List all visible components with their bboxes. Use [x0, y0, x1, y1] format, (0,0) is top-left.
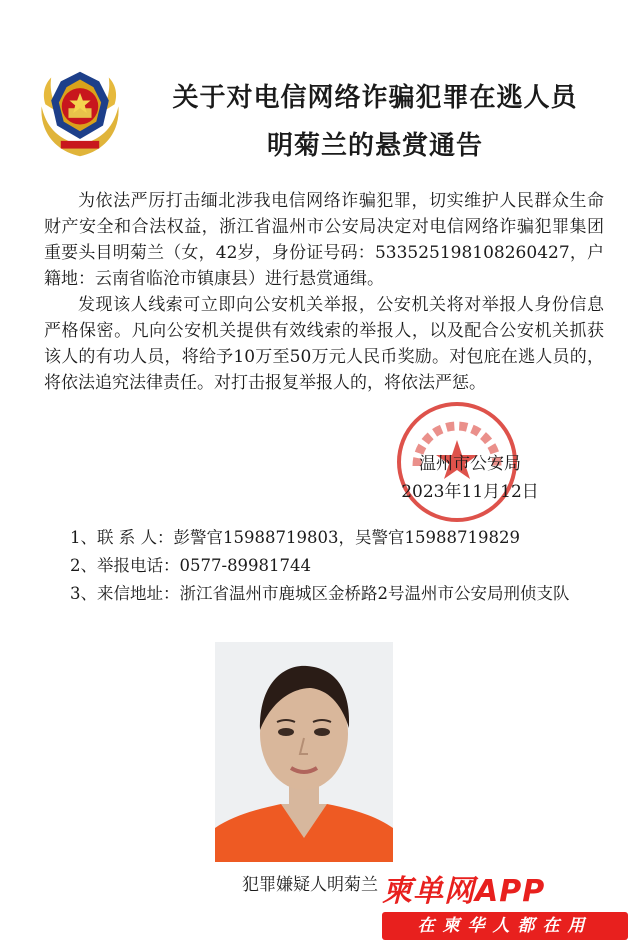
contact-person-line: 1、联 系 人：彭警官15988719803，吴警官15988719829: [70, 528, 520, 547]
notice-paragraph-1: 为依法严厉打击缅北涉我电信网络诈骗犯罪，切实维护人民群众生命财产安全和合法权益，浙江省温州市公安局决定对电信网络诈骗犯罪集团重要头目明菊兰（女，42岁，身份证号码：533525198108260427，户籍地：云南省临沧市镇康县）进行悬赏通缉。: [44, 191, 604, 289]
issuer-name: 温州市公安局: [419, 454, 521, 474]
notice-title: [140, 74, 610, 170]
mailing-address-line: 3、来信地址：浙江省温州市鹿城区金桥路2号温州市公安局刑侦支队: [70, 584, 570, 603]
notice-paragraph-2: 发现该人线索可立即向公安机关举报，公安机关将对举报人身份信息严格保密。凡向公安机关提供有效线索的举报人，以及配合公安机关抓获该人的有功人员，将给予10万至50万元人民币奖励。对包庇在逃人员的，将依法追究法律责任。对打击报复举报人的，将依法严惩。: [44, 295, 604, 393]
app-watermark-logo: 柬单网APP: [382, 874, 546, 909]
contact-info: [70, 524, 610, 608]
notice-signature: [380, 450, 560, 506]
notice-title-line2: 明菊兰的悬赏通告: [266, 131, 483, 161]
police-emblem-icon: [32, 66, 128, 162]
issue-date: 2023年11月12日: [401, 482, 539, 502]
report-phone-line: 2、举报电话：0577-89981744: [70, 556, 312, 575]
app-watermark-slogan: 在柬华人都在用: [382, 912, 628, 940]
notice-body: [44, 188, 604, 396]
suspect-photo: [215, 642, 393, 862]
notice-title-line1: 关于对电信网络诈骗犯罪在逃人员: [172, 83, 578, 113]
photo-caption: 犯罪嫌疑人明菊兰: [242, 875, 378, 895]
